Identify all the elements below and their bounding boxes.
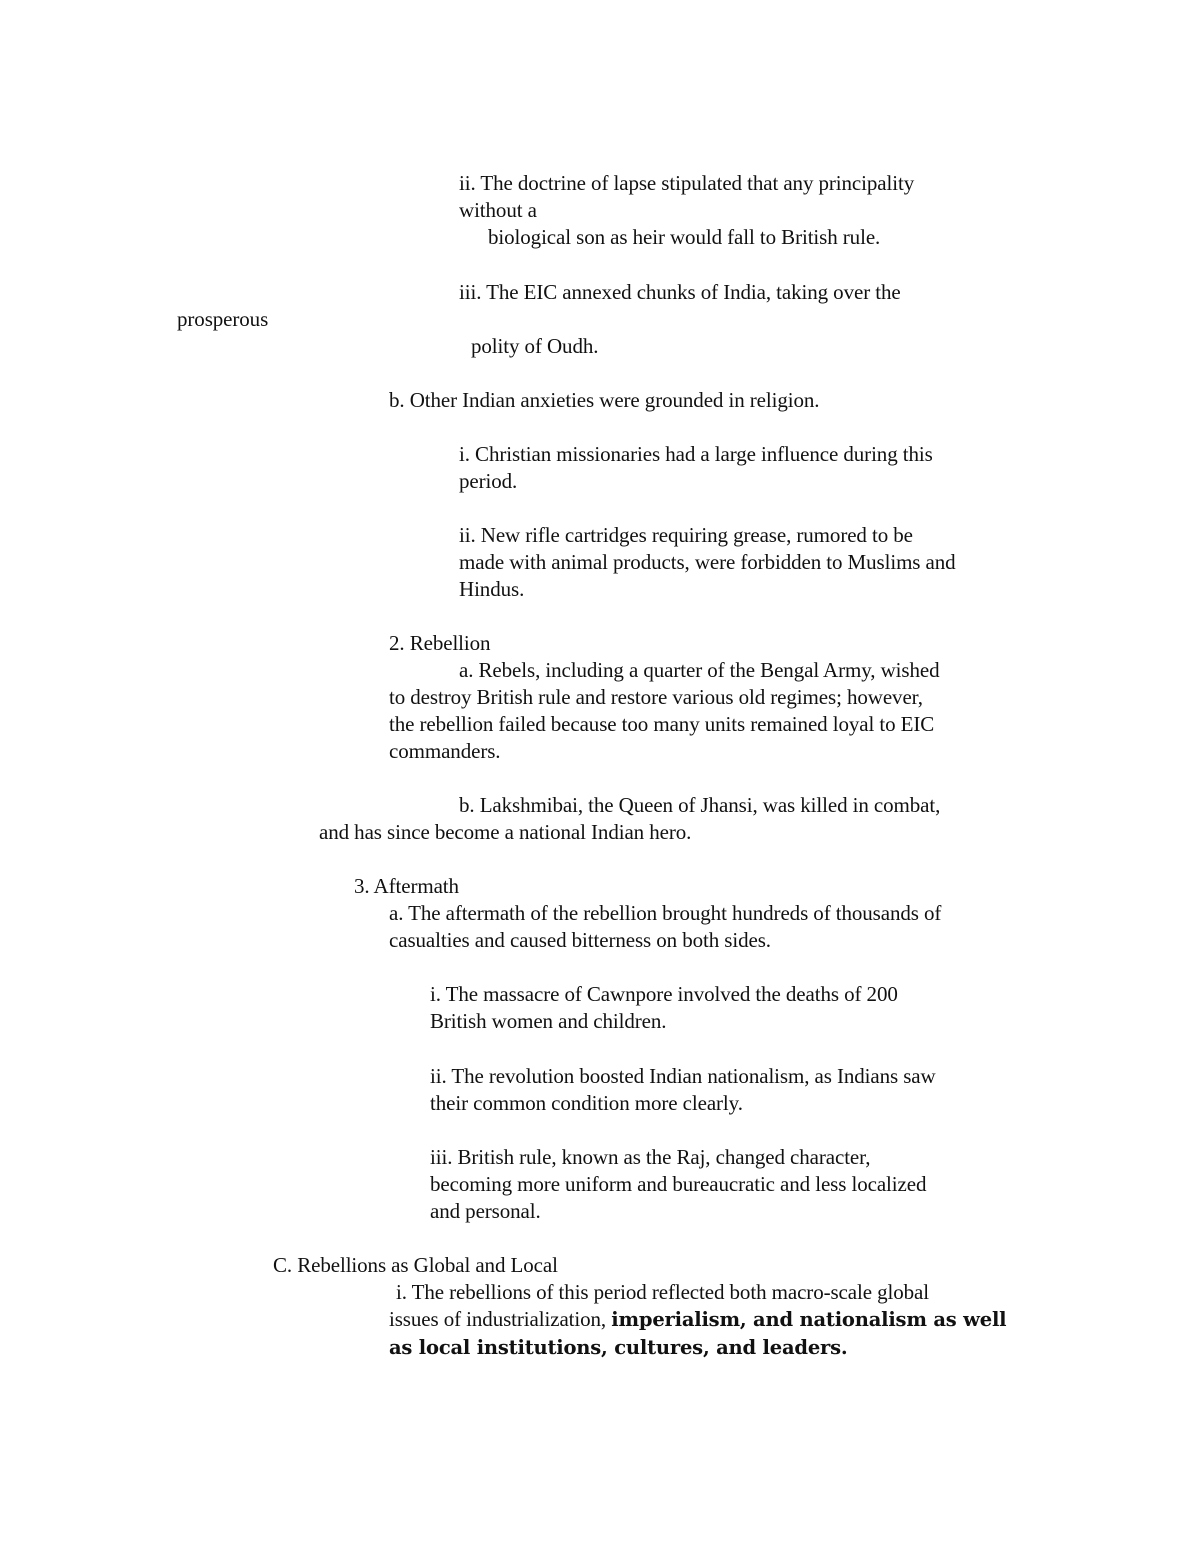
- raj-line-3: and personal.: [430, 1199, 541, 1223]
- global-local-heading: C. Rebellions as Global and Local: [273, 1253, 558, 1277]
- lakshmibai-line-2: and has since become a national Indian hero.: [319, 820, 692, 844]
- global-local-line-2: [389, 1306, 1006, 1333]
- cawnpore-line-1: i. The massacre of Cawnpore involved the deaths of 200: [430, 982, 898, 1006]
- missionaries-line-1: i. Christian missionaries had a large influence during this: [459, 442, 933, 466]
- global-local-line-3: as local institutions, cultures, and leaders.: [389, 1336, 848, 1359]
- rebels-line-4: commanders.: [389, 739, 501, 763]
- rebels-line-1: a. Rebels, including a quarter of the Bengal Army, wished: [459, 658, 940, 682]
- religion-heading: b. Other Indian anxieties were grounded in religion.: [389, 388, 820, 412]
- rebels-line-2: to destroy British rule and restore various old regimes; however,: [389, 685, 923, 709]
- aftermath-heading: 3. Aftermath: [354, 874, 459, 898]
- missionaries-line-2: period.: [459, 469, 518, 493]
- casualties-line-1: a. The aftermath of the rebellion brought hundreds of thousands of: [389, 901, 942, 925]
- nationalism-line-2: their common condition more clearly.: [430, 1091, 743, 1115]
- annexation-stray-word: prosperous: [177, 307, 269, 331]
- raj-line-2: becoming more uniform and bureaucratic and less localized: [430, 1172, 927, 1196]
- rebels-line-3: the rebellion failed because too many units remained loyal to EIC: [389, 712, 935, 736]
- raj-line-1: iii. British rule, known as the Raj, changed character,: [430, 1145, 871, 1169]
- casualties-line-2: casualties and caused bitterness on both sides.: [389, 928, 771, 952]
- cawnpore-line-2: British women and children.: [430, 1009, 667, 1033]
- lakshmibai-line-1: b. Lakshmibai, the Queen of Jhansi, was killed in combat,: [459, 793, 941, 817]
- global-local-line-1: i. The rebellions of this period reflected both macro-scale global: [396, 1280, 929, 1304]
- nationalism-line-1: ii. The revolution boosted Indian nationalism, as Indians saw: [430, 1064, 936, 1088]
- annexation-line-2: polity of Oudh.: [471, 334, 599, 358]
- doctrine-of-lapse-line-1: ii. The doctrine of lapse stipulated that any principality: [459, 171, 915, 195]
- cartridges-line-2: made with animal products, were forbidden to Muslims and: [459, 550, 956, 574]
- global-local-line-2-bold: imperialism, and nationalism as well: [611, 1308, 1007, 1331]
- doctrine-of-lapse-line-2: without a: [459, 198, 537, 222]
- cartridges-line-1: ii. New rifle cartridges requiring grease, rumored to be: [459, 523, 913, 547]
- cartridges-line-3: Hindus.: [459, 577, 525, 601]
- global-local-line-2-plain: issues of industrialization,: [389, 1307, 612, 1331]
- rebellion-heading: 2. Rebellion: [389, 631, 491, 655]
- annexation-line-1: iii. The EIC annexed chunks of India, taking over the: [459, 280, 901, 304]
- doctrine-of-lapse-line-3: biological son as heir would fall to British rule.: [488, 225, 881, 249]
